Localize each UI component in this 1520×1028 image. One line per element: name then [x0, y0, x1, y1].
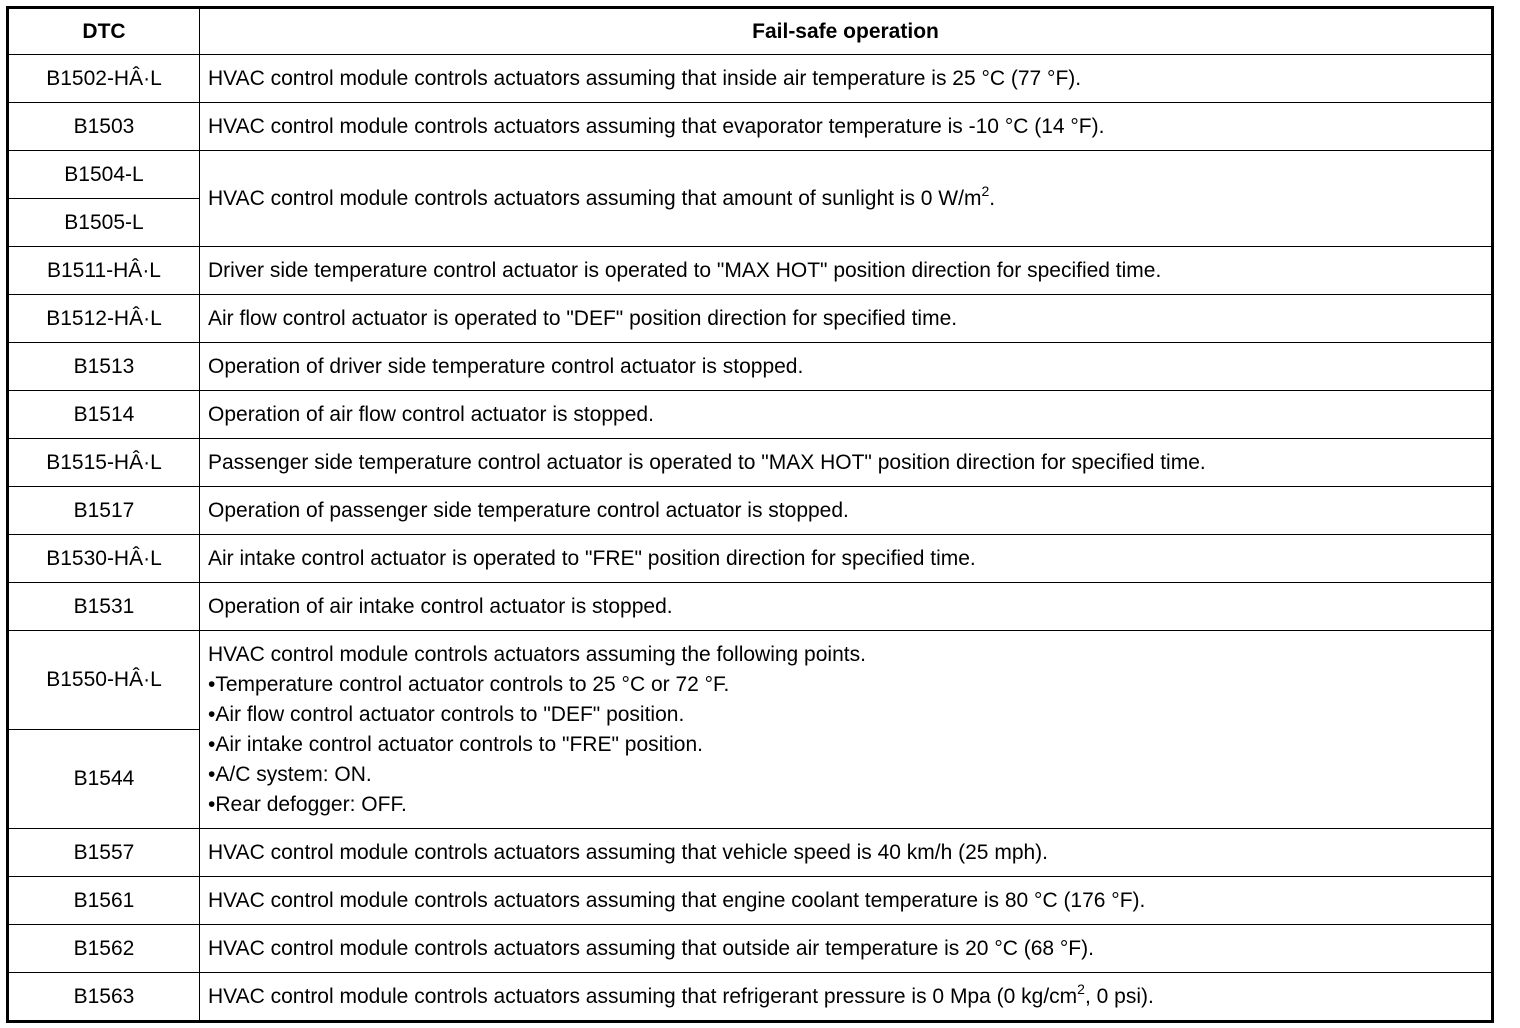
- dtc-code: B1563: [8, 973, 200, 1022]
- fail-safe-text: HVAC control module controls actuators assuming that outside air temperature is 20 °C (68 °F).: [200, 925, 1493, 973]
- table-row: [8, 295, 1493, 343]
- fail-safe-line: HVAC control module controls actuators assuming the following points.: [208, 642, 866, 666]
- table-row: [8, 439, 1493, 487]
- table-row: [8, 391, 1493, 439]
- fail-safe-text: [200, 973, 1493, 1022]
- fail-safe-text: Operation of driver side temperature control actuator is stopped.: [200, 343, 1493, 391]
- dtc-code: B1504-L: [8, 151, 200, 199]
- table-header-row: [8, 8, 1493, 55]
- table-row: [8, 583, 1493, 631]
- table-row: [8, 55, 1493, 103]
- dtc-code: B1561: [8, 877, 200, 925]
- dtc-code: B1503: [8, 103, 200, 151]
- dtc-code: B1512-HÂ·L: [8, 295, 200, 343]
- dtc-code: B1530-HÂ·L: [8, 535, 200, 583]
- fail-safe-line: •Rear defogger: OFF.: [208, 792, 407, 816]
- refrigerant-end: , 0 psi).: [1084, 984, 1154, 1008]
- sunlight-text: HVAC control module controls actuators assuming that amount of sunlight is 0 W/m: [208, 186, 982, 210]
- dtc-code: B1544: [8, 730, 200, 829]
- table-row: [8, 487, 1493, 535]
- fail-safe-text: HVAC control module controls actuators assuming that engine coolant temperature is 80 °C (176 °F).: [200, 877, 1493, 925]
- sunlight-end: .: [989, 186, 996, 210]
- superscript: 2: [981, 182, 990, 199]
- header-dtc: DTC: [8, 8, 200, 55]
- dtc-code: B1502-HÂ·L: [8, 55, 200, 103]
- fail-safe-table: [6, 6, 1494, 1023]
- table-row: [8, 631, 1493, 730]
- dtc-code: B1511-HÂ·L: [8, 247, 200, 295]
- fail-safe-line: •Air intake control actuator controls to "FRE" position.: [208, 732, 703, 756]
- table-row: [8, 103, 1493, 151]
- fail-safe-line: •Air flow control actuator controls to "DEF" position.: [208, 702, 685, 726]
- fail-safe-text: [200, 151, 1493, 247]
- fail-safe-text: HVAC control module controls actuators assuming that vehicle speed is 40 km/h (25 mph).: [200, 829, 1493, 877]
- superscript: 2: [1077, 980, 1085, 997]
- table-row: [8, 151, 1493, 199]
- fail-safe-text: Driver side temperature control actuator is operated to "MAX HOT" position direction for specified time.: [200, 247, 1493, 295]
- table-row: [8, 877, 1493, 925]
- header-fail-safe-operation: Fail-safe operation: [200, 8, 1493, 55]
- table-row: [8, 535, 1493, 583]
- fail-safe-text: Air flow control actuator is operated to "DEF" position direction for specified time.: [200, 295, 1493, 343]
- table-row: [8, 973, 1493, 1022]
- table-row: [8, 829, 1493, 877]
- dtc-code: B1514: [8, 391, 200, 439]
- dtc-code: B1531: [8, 583, 200, 631]
- table-row: [8, 925, 1493, 973]
- dtc-code: B1557: [8, 829, 200, 877]
- table-row: [8, 343, 1493, 391]
- fail-safe-text: Operation of air flow control actuator is stopped.: [200, 391, 1493, 439]
- dtc-code: B1550-HÂ·L: [8, 631, 200, 730]
- fail-safe-text: HVAC control module controls actuators assuming that inside air temperature is 25 °C (77 °F).: [200, 55, 1493, 103]
- fail-safe-text: Operation of air intake control actuator is stopped.: [200, 583, 1493, 631]
- fail-safe-line: •Temperature control actuator controls to 25 °C or 72 °F.: [208, 672, 730, 696]
- dtc-code: B1515-HÂ·L: [8, 439, 200, 487]
- refrigerant-text: HVAC control module controls actuators assuming that refrigerant pressure is 0 Mpa (0 kg/cm: [208, 984, 1078, 1008]
- fail-safe-text: [200, 631, 1493, 829]
- fail-safe-text: Operation of passenger side temperature control actuator is stopped.: [200, 487, 1493, 535]
- fail-safe-text: Passenger side temperature control actuator is operated to "MAX HOT" position direction for specified time.: [200, 439, 1493, 487]
- fail-safe-text: Air intake control actuator is operated to "FRE" position direction for specified time.: [200, 535, 1493, 583]
- dtc-code: B1513: [8, 343, 200, 391]
- fail-safe-line: •A/C system: ON.: [208, 762, 372, 786]
- table-row: [8, 247, 1493, 295]
- dtc-code: B1517: [8, 487, 200, 535]
- fail-safe-text: HVAC control module controls actuators assuming that evaporator temperature is -10 °C (14 °F).: [200, 103, 1493, 151]
- dtc-code: B1562: [8, 925, 200, 973]
- dtc-code: B1505-L: [8, 199, 200, 247]
